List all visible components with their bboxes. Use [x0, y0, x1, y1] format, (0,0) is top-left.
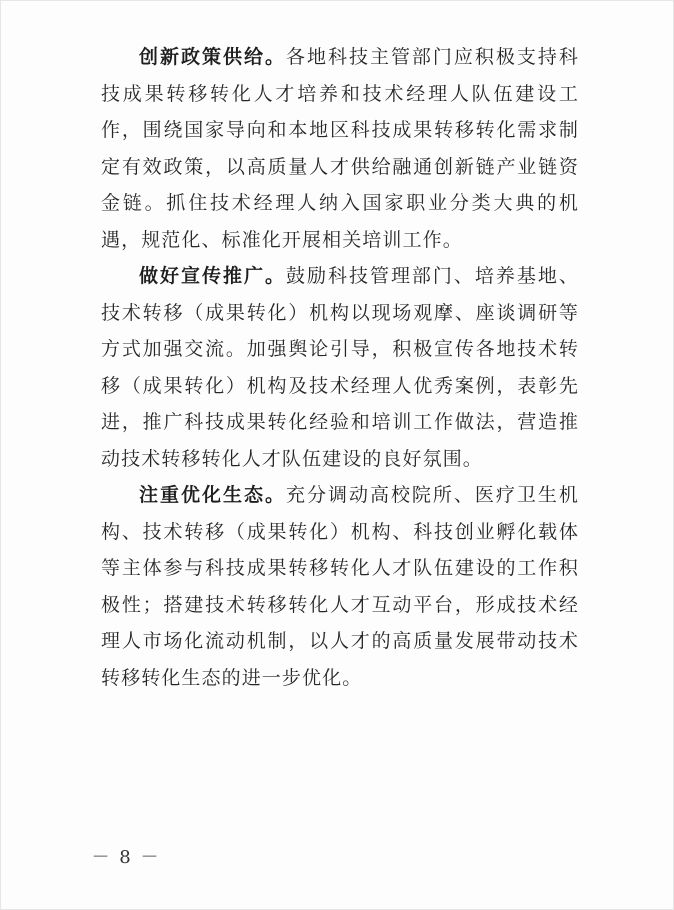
document-body [101, 39, 579, 696]
page-number: － 8 － [91, 847, 161, 868]
paragraph-heading: 做好宣传推广。 [139, 265, 286, 287]
paragraph-heading: 注重优化生态。 [139, 484, 286, 506]
paragraph-publicity [101, 258, 579, 477]
paragraph-text: 充分调动高校院所、医疗卫生机构、技术转移（成果转化）机构、科技创业孵化载体等主体参与科技成果转移转化人才队伍建设的工作积极性；搭建技术转移转化人才互动平台，形成技术经理人市场化流动机制，以人才的高质量发展带动技术转移转化生态的进一步优化。 [101, 484, 579, 689]
paragraph-heading: 创新政策供给。 [139, 46, 286, 68]
paragraph-policy-supply [101, 39, 579, 258]
paragraph-ecosystem [101, 477, 579, 696]
paragraph-text: 鼓励科技管理部门、培养基地、技术转移（成果转化）机构以现场观摩、座谈调研等方式加强交流。加强舆论引导，积极宣传各地技术转移（成果转化）机构及技术经理人优秀案例，表彰先进，推广科技成果转化经验和培训工作做法，营造推动技术转移转化人才队伍建设的良好氛围。 [101, 265, 579, 470]
paragraph-text: 各地科技主管部门应积极支持科技成果转移转化人才培养和技术经理人队伍建设工作，围绕国家导向和本地区科技成果转移转化需求制定有效政策，以高质量人才供给融通创新链产业链资金链。抓住技术经理人纳入国家职业分类大典的机遇，规范化、标准化开展相关培训工作。 [101, 46, 579, 251]
